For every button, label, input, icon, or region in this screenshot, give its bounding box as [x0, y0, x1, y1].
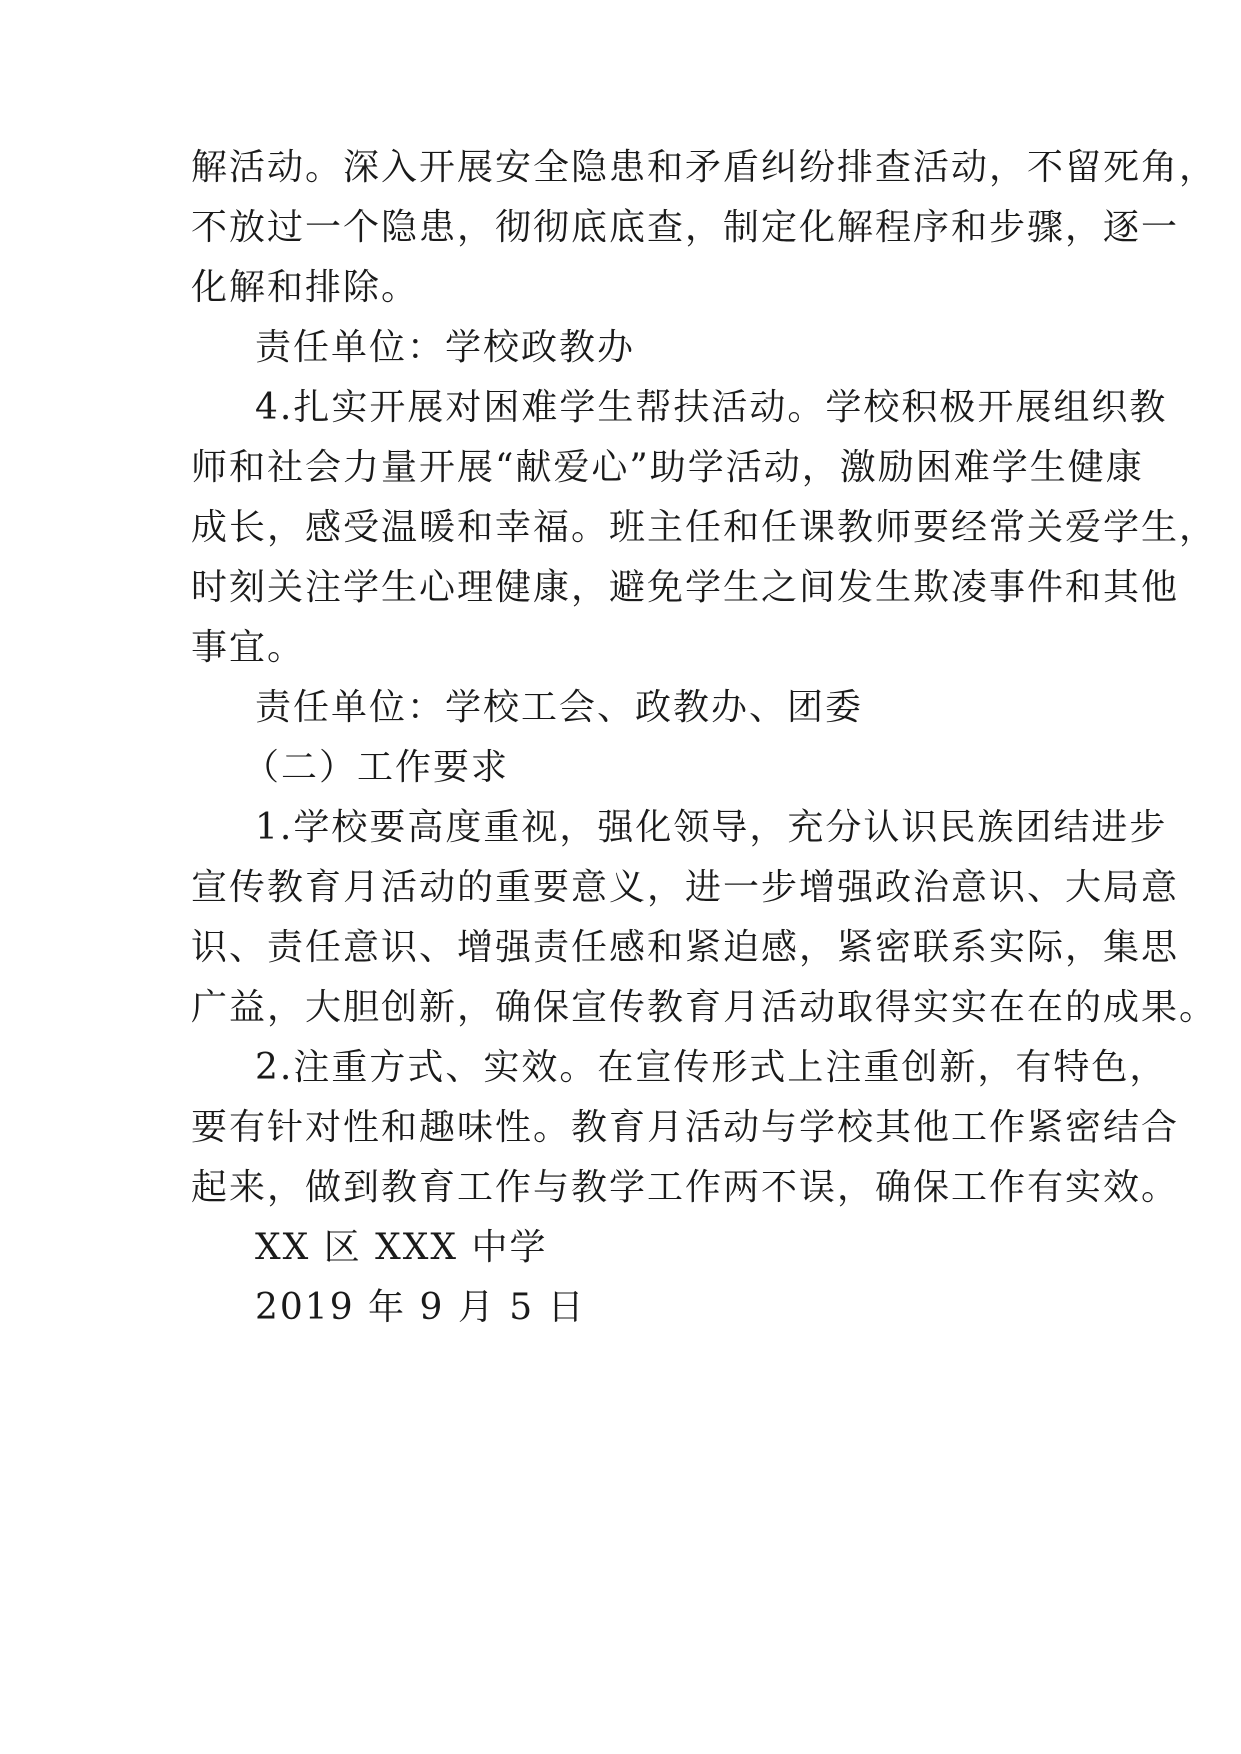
paragraph-line: 宣传教育月活动的重要意义，进一步增强政治意识、大局意	[191, 867, 1180, 908]
section-heading: （二）工作要求	[243, 747, 510, 788]
paragraph-line: 起来，做到教育工作与教学工作两不误，确保工作有实效。	[191, 1167, 1180, 1208]
paragraph-line: 事宜。	[191, 627, 306, 668]
paragraph-line: 化解和排除。	[191, 267, 420, 308]
responsible-unit-line: 责任单位：学校工会、政教办、团委	[255, 687, 864, 728]
signature-date: 2019 年 9 月 5 日	[255, 1287, 586, 1328]
paragraph-line: 师和社会力量开展“献爱心”助学活动，激励困难学生健康	[191, 447, 1144, 488]
paragraph-line: 识、责任意识、增强责任感和紧迫感，紧密联系实际，集思	[191, 927, 1180, 968]
paragraph-line: 成长，感受温暖和幸福。班主任和任课教师要经常关爱学生，	[191, 507, 1218, 548]
paragraph-line: 1.学校要高度重视，强化领导，充分认识民族团结进步	[255, 807, 1168, 848]
paragraph-line: 不放过一个隐患，彻彻底底查，制定化解程序和步骤，逐一	[191, 207, 1180, 248]
paragraph-line: 要有针对性和趣味性。教育月活动与学校其他工作紧密结合	[191, 1107, 1180, 1148]
paragraph-line: 时刻关注学生心理健康，避免学生之间发生欺凌事件和其他	[191, 567, 1180, 608]
responsible-unit-line: 责任单位：学校政教办	[255, 327, 636, 368]
paragraph-line: 解活动。深入开展安全隐患和矛盾纠纷排查活动，不留死角，	[191, 147, 1218, 188]
signature-organization: XX 区 XXX 中学	[255, 1227, 548, 1268]
paragraph-line: 广益，大胆创新，确保宣传教育月活动取得实实在在的成果。	[191, 987, 1218, 1028]
paragraph-line: 2.注重方式、实效。在宣传形式上注重创新，有特色，	[255, 1047, 1168, 1088]
paragraph-line: 4.扎实开展对困难学生帮扶活动。学校积极开展组织教	[255, 387, 1168, 428]
